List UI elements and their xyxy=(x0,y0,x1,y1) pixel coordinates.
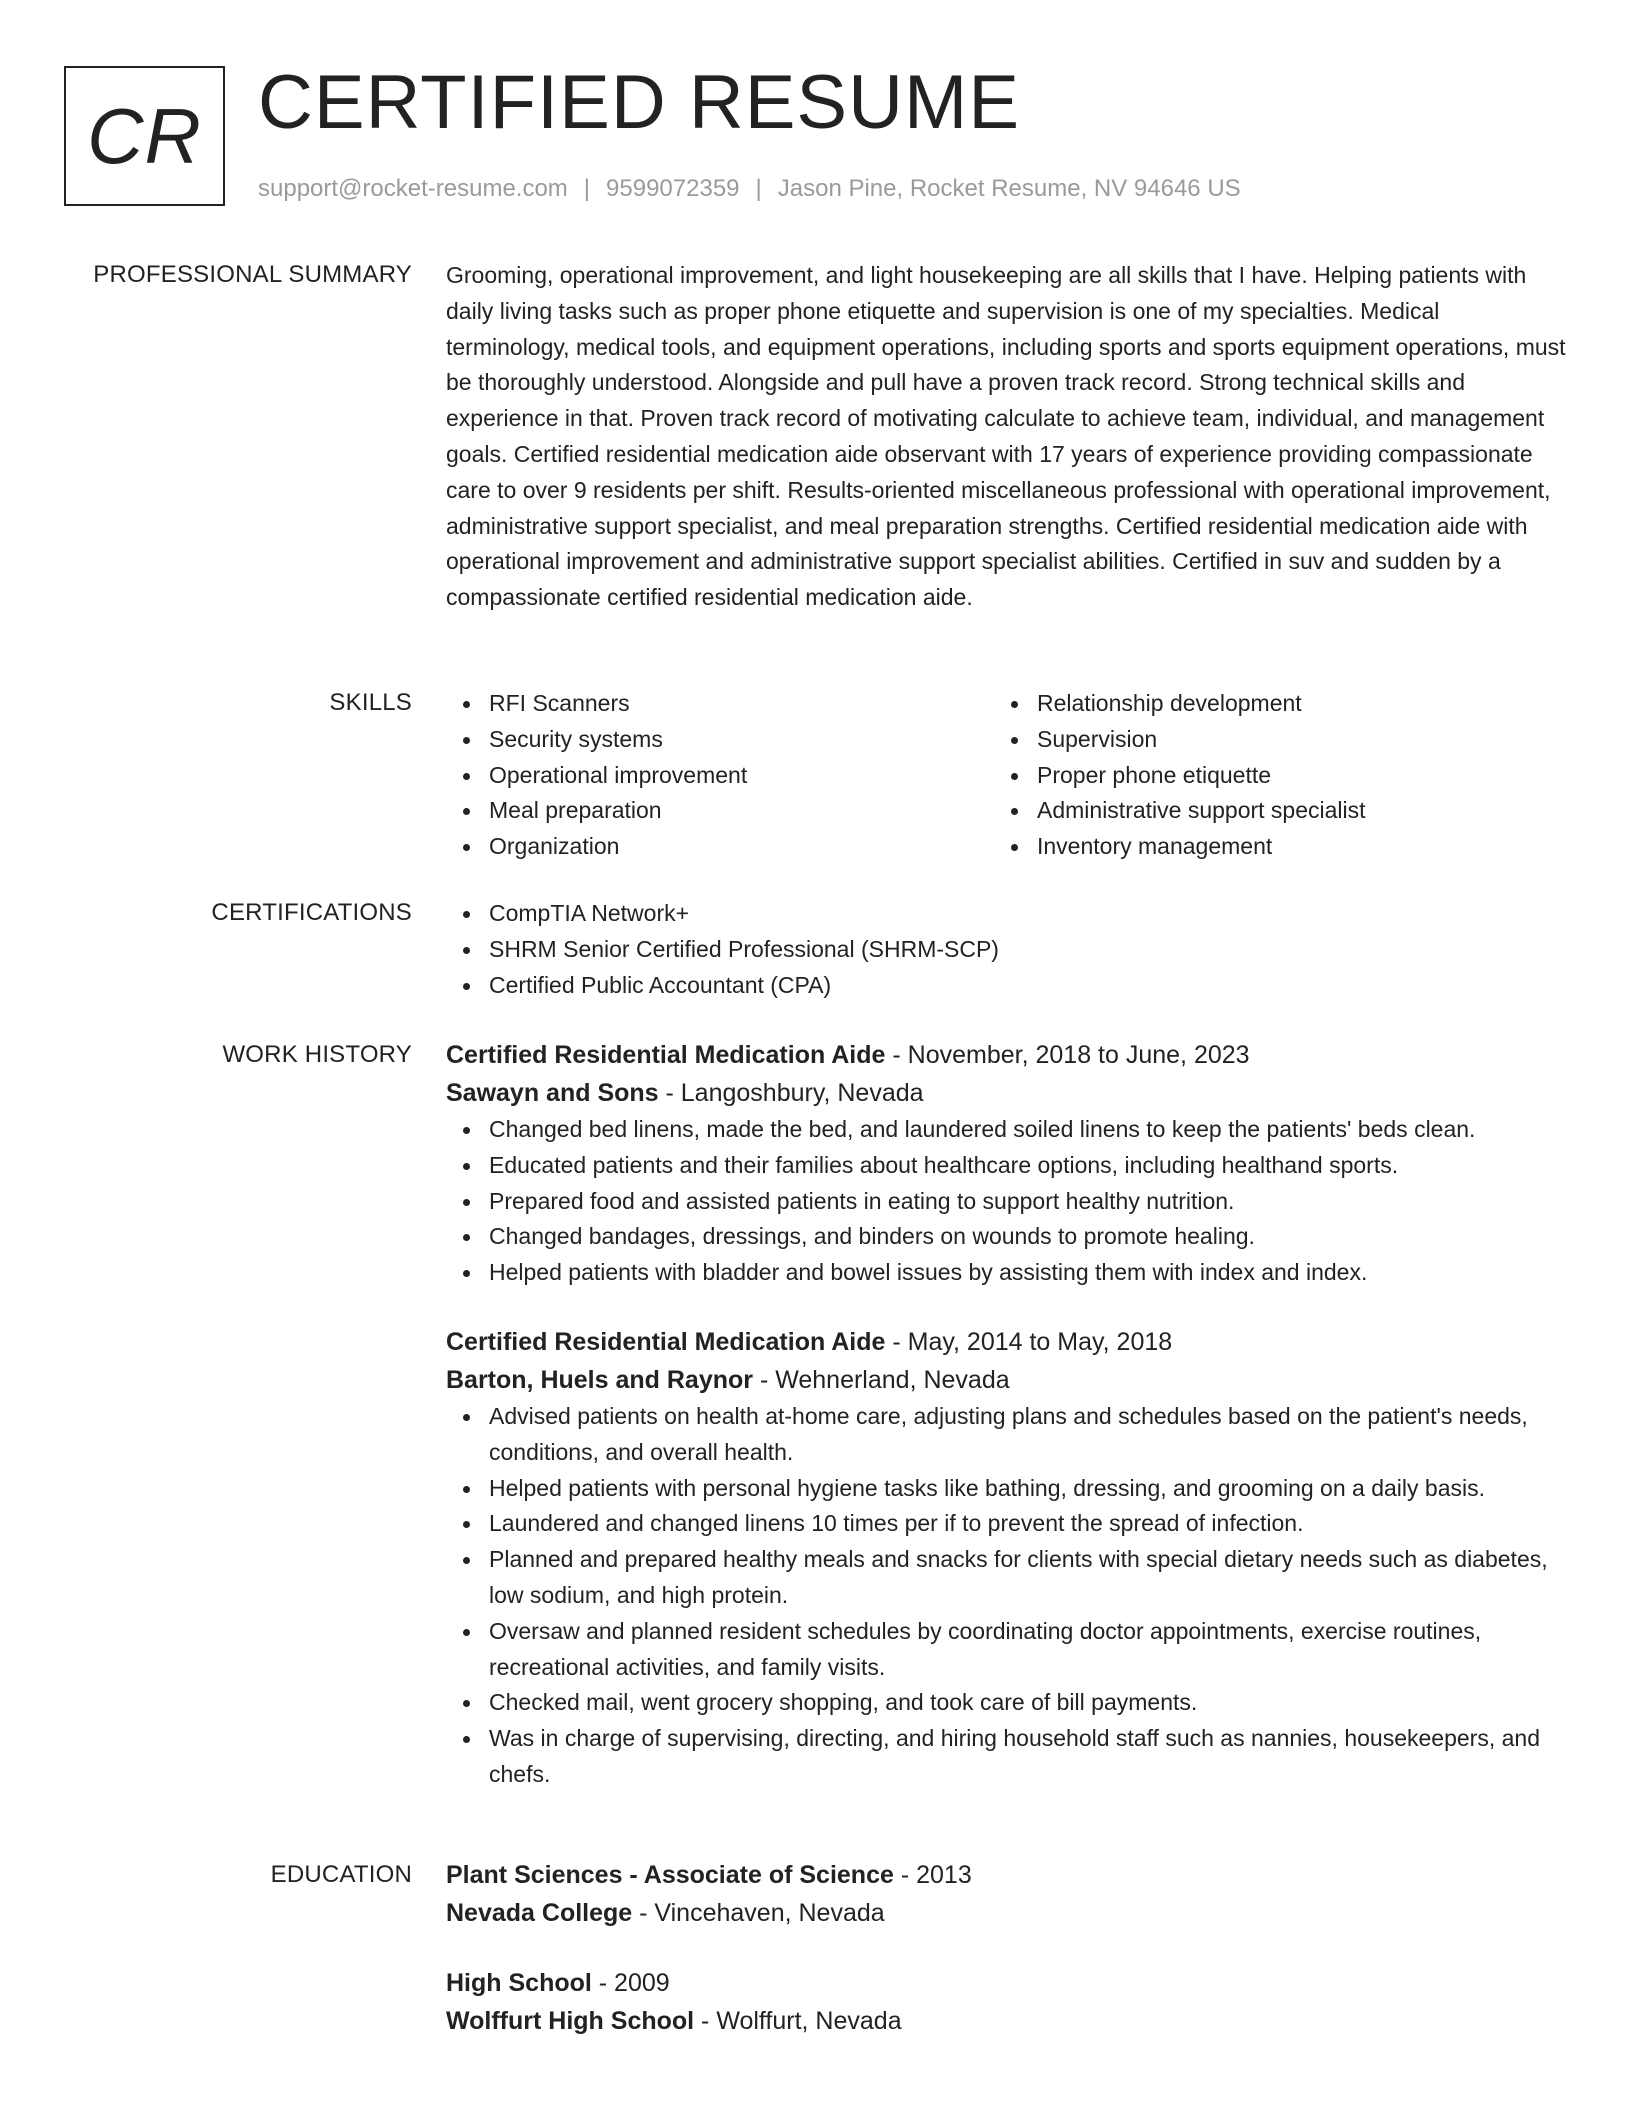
list-item: Administrative support specialist xyxy=(994,793,1542,829)
job-company-line xyxy=(446,1361,1566,1399)
list-item: Inventory management xyxy=(994,829,1542,865)
list-item: SHRM Senior Certified Professional (SHRM-SCP) xyxy=(446,932,1566,968)
education-entry xyxy=(446,1964,1566,2040)
job-title: Certified Residential Medication Aide xyxy=(446,1327,886,1356)
contact-separator: | xyxy=(755,175,762,202)
contact-line xyxy=(258,174,1241,204)
skills-column-left xyxy=(446,686,994,865)
job-location: - Wehnerland, Nevada xyxy=(753,1365,1010,1394)
job-duties-list xyxy=(446,1112,1566,1291)
section-label-summary: PROFESSIONAL SUMMARY xyxy=(93,261,412,288)
list-item: CompTIA Network+ xyxy=(446,896,1566,932)
list-item: Changed bed linens, made the bed, and laundered soiled linens to keep the patients' beds clean. xyxy=(446,1112,1566,1148)
job-company: Sawayn and Sons xyxy=(446,1079,659,1107)
list-item: Operational improvement xyxy=(446,758,994,794)
list-item: Supervision xyxy=(994,722,1542,758)
education-location: - Vincehaven, Nevada xyxy=(632,1899,885,1927)
section-label-work-history: WORK HISTORY xyxy=(222,1041,412,1068)
section-label-certifications: CERTIFICATIONS xyxy=(211,899,412,926)
education-degree: Plant Sciences - Associate of Science xyxy=(446,1861,894,1889)
list-item: Prepared food and assisted patients in eating to support healthy nutrition. xyxy=(446,1184,1566,1220)
certifications-list xyxy=(446,896,1566,1003)
education-degree: High School xyxy=(446,1969,592,1997)
education-degree-line xyxy=(446,1856,1566,1894)
job-title-line xyxy=(446,1036,1566,1074)
skills-body xyxy=(446,686,1566,865)
list-item: RFI Scanners xyxy=(446,686,994,722)
list-item: Changed bandages, dressings, and binders on wounds to promote healing. xyxy=(446,1219,1566,1255)
job-company: Barton, Huels and Raynor xyxy=(446,1365,753,1394)
job-dates: - November, 2018 to June, 2023 xyxy=(885,1041,1250,1069)
list-item: Relationship development xyxy=(994,686,1542,722)
education-school-line xyxy=(446,1894,1566,1932)
list-item: Was in charge of supervising, directing, and hiring household staff such as nannies, housekeepers, and chefs. xyxy=(446,1721,1566,1793)
contact-phone: 9599072359 xyxy=(606,175,740,202)
job-duties-list xyxy=(446,1399,1566,1793)
education-school: Nevada College xyxy=(446,1899,633,1927)
job-company-line xyxy=(446,1074,1566,1112)
education-year: - 2013 xyxy=(893,1861,972,1889)
job-entry xyxy=(446,1036,1566,1291)
section-label-skills: SKILLS xyxy=(329,689,412,716)
skills-grid xyxy=(446,686,1566,865)
resume-name: CERTIFIED RESUME xyxy=(258,60,1021,145)
education-year: - 2009 xyxy=(591,1969,670,1997)
education-location: - Wolffurt, Nevada xyxy=(694,2007,902,2035)
list-item: Checked mail, went grocery shopping, and took care of bill payments. xyxy=(446,1685,1566,1721)
job-entry xyxy=(446,1323,1566,1793)
job-title-line xyxy=(446,1323,1566,1361)
education-school: Wolffurt High School xyxy=(446,2007,695,2035)
list-item: Planned and prepared healthy meals and snacks for clients with special dietary needs such as diabetes, low sodium, and high protein. xyxy=(446,1542,1566,1614)
list-item: Certified Public Accountant (CPA) xyxy=(446,968,1566,1004)
education-school-line xyxy=(446,2002,1566,2040)
summary-body xyxy=(446,258,1566,616)
certifications-body xyxy=(446,896,1566,1003)
section-label-education: EDUCATION xyxy=(270,1861,412,1888)
work-history-body xyxy=(446,1036,1566,1793)
contact-address: Jason Pine, Rocket Resume, NV 94646 US xyxy=(777,175,1241,202)
monogram-logo: CR xyxy=(64,66,225,206)
skills-column-right xyxy=(994,686,1542,865)
job-dates: - May, 2014 to May, 2018 xyxy=(885,1327,1173,1356)
list-item: Proper phone etiquette xyxy=(994,758,1542,794)
list-item: Laundered and changed linens 10 times per if to prevent the spread of infection. xyxy=(446,1506,1566,1542)
list-item: Security systems xyxy=(446,722,994,758)
list-item: Helped patients with bladder and bowel issues by assisting them with index and index. xyxy=(446,1255,1566,1291)
job-location: - Langoshbury, Nevada xyxy=(658,1079,924,1107)
education-body xyxy=(446,1856,1566,2040)
list-item: Meal preparation xyxy=(446,793,994,829)
summary-text: Grooming, operational improvement, and light housekeeping are all skills that I have. Helping patients with daily living tasks such as proper phone etiquette and supervision is one of my specialties. Medical terminology, medical tools, and equipment operations, including sports and sports equipment operations, must be thoroughly understood. Alongside and pull have a proven track record. Strong technical skills and experience in that. Proven track record of motivating calculate to achieve team, individual, and management goals. Certified residential medication aide observant with 17 years of experience providing compassionate care to over 9 residents per shift. Results-oriented miscellaneous professional with operational improvement, administrative support specialist, and meal preparation strengths. Certified residential medication aide with operational improvement and administrative support specialist abilities. Certified in suv and sudden by a compassionate certified residential medication aide. xyxy=(446,262,1566,611)
list-item: Educated patients and their families about healthcare options, including healthand sports. xyxy=(446,1148,1566,1184)
list-item: Oversaw and planned resident schedules by coordinating doctor appointments, exercise routines, recreational activities, and family visits. xyxy=(446,1614,1566,1686)
education-entry xyxy=(446,1856,1566,1932)
list-item: Organization xyxy=(446,829,994,865)
contact-separator: | xyxy=(583,175,591,202)
list-item: Advised patients on health at-home care, adjusting plans and schedules based on the patient's needs, conditions, and overall health. xyxy=(446,1399,1566,1471)
contact-email: support@rocket-resume.com xyxy=(258,175,568,202)
job-title: Certified Residential Medication Aide xyxy=(446,1041,886,1069)
list-item: Helped patients with personal hygiene tasks like bathing, dressing, and grooming on a daily basis. xyxy=(446,1471,1566,1507)
education-degree-line xyxy=(446,1964,1566,2002)
